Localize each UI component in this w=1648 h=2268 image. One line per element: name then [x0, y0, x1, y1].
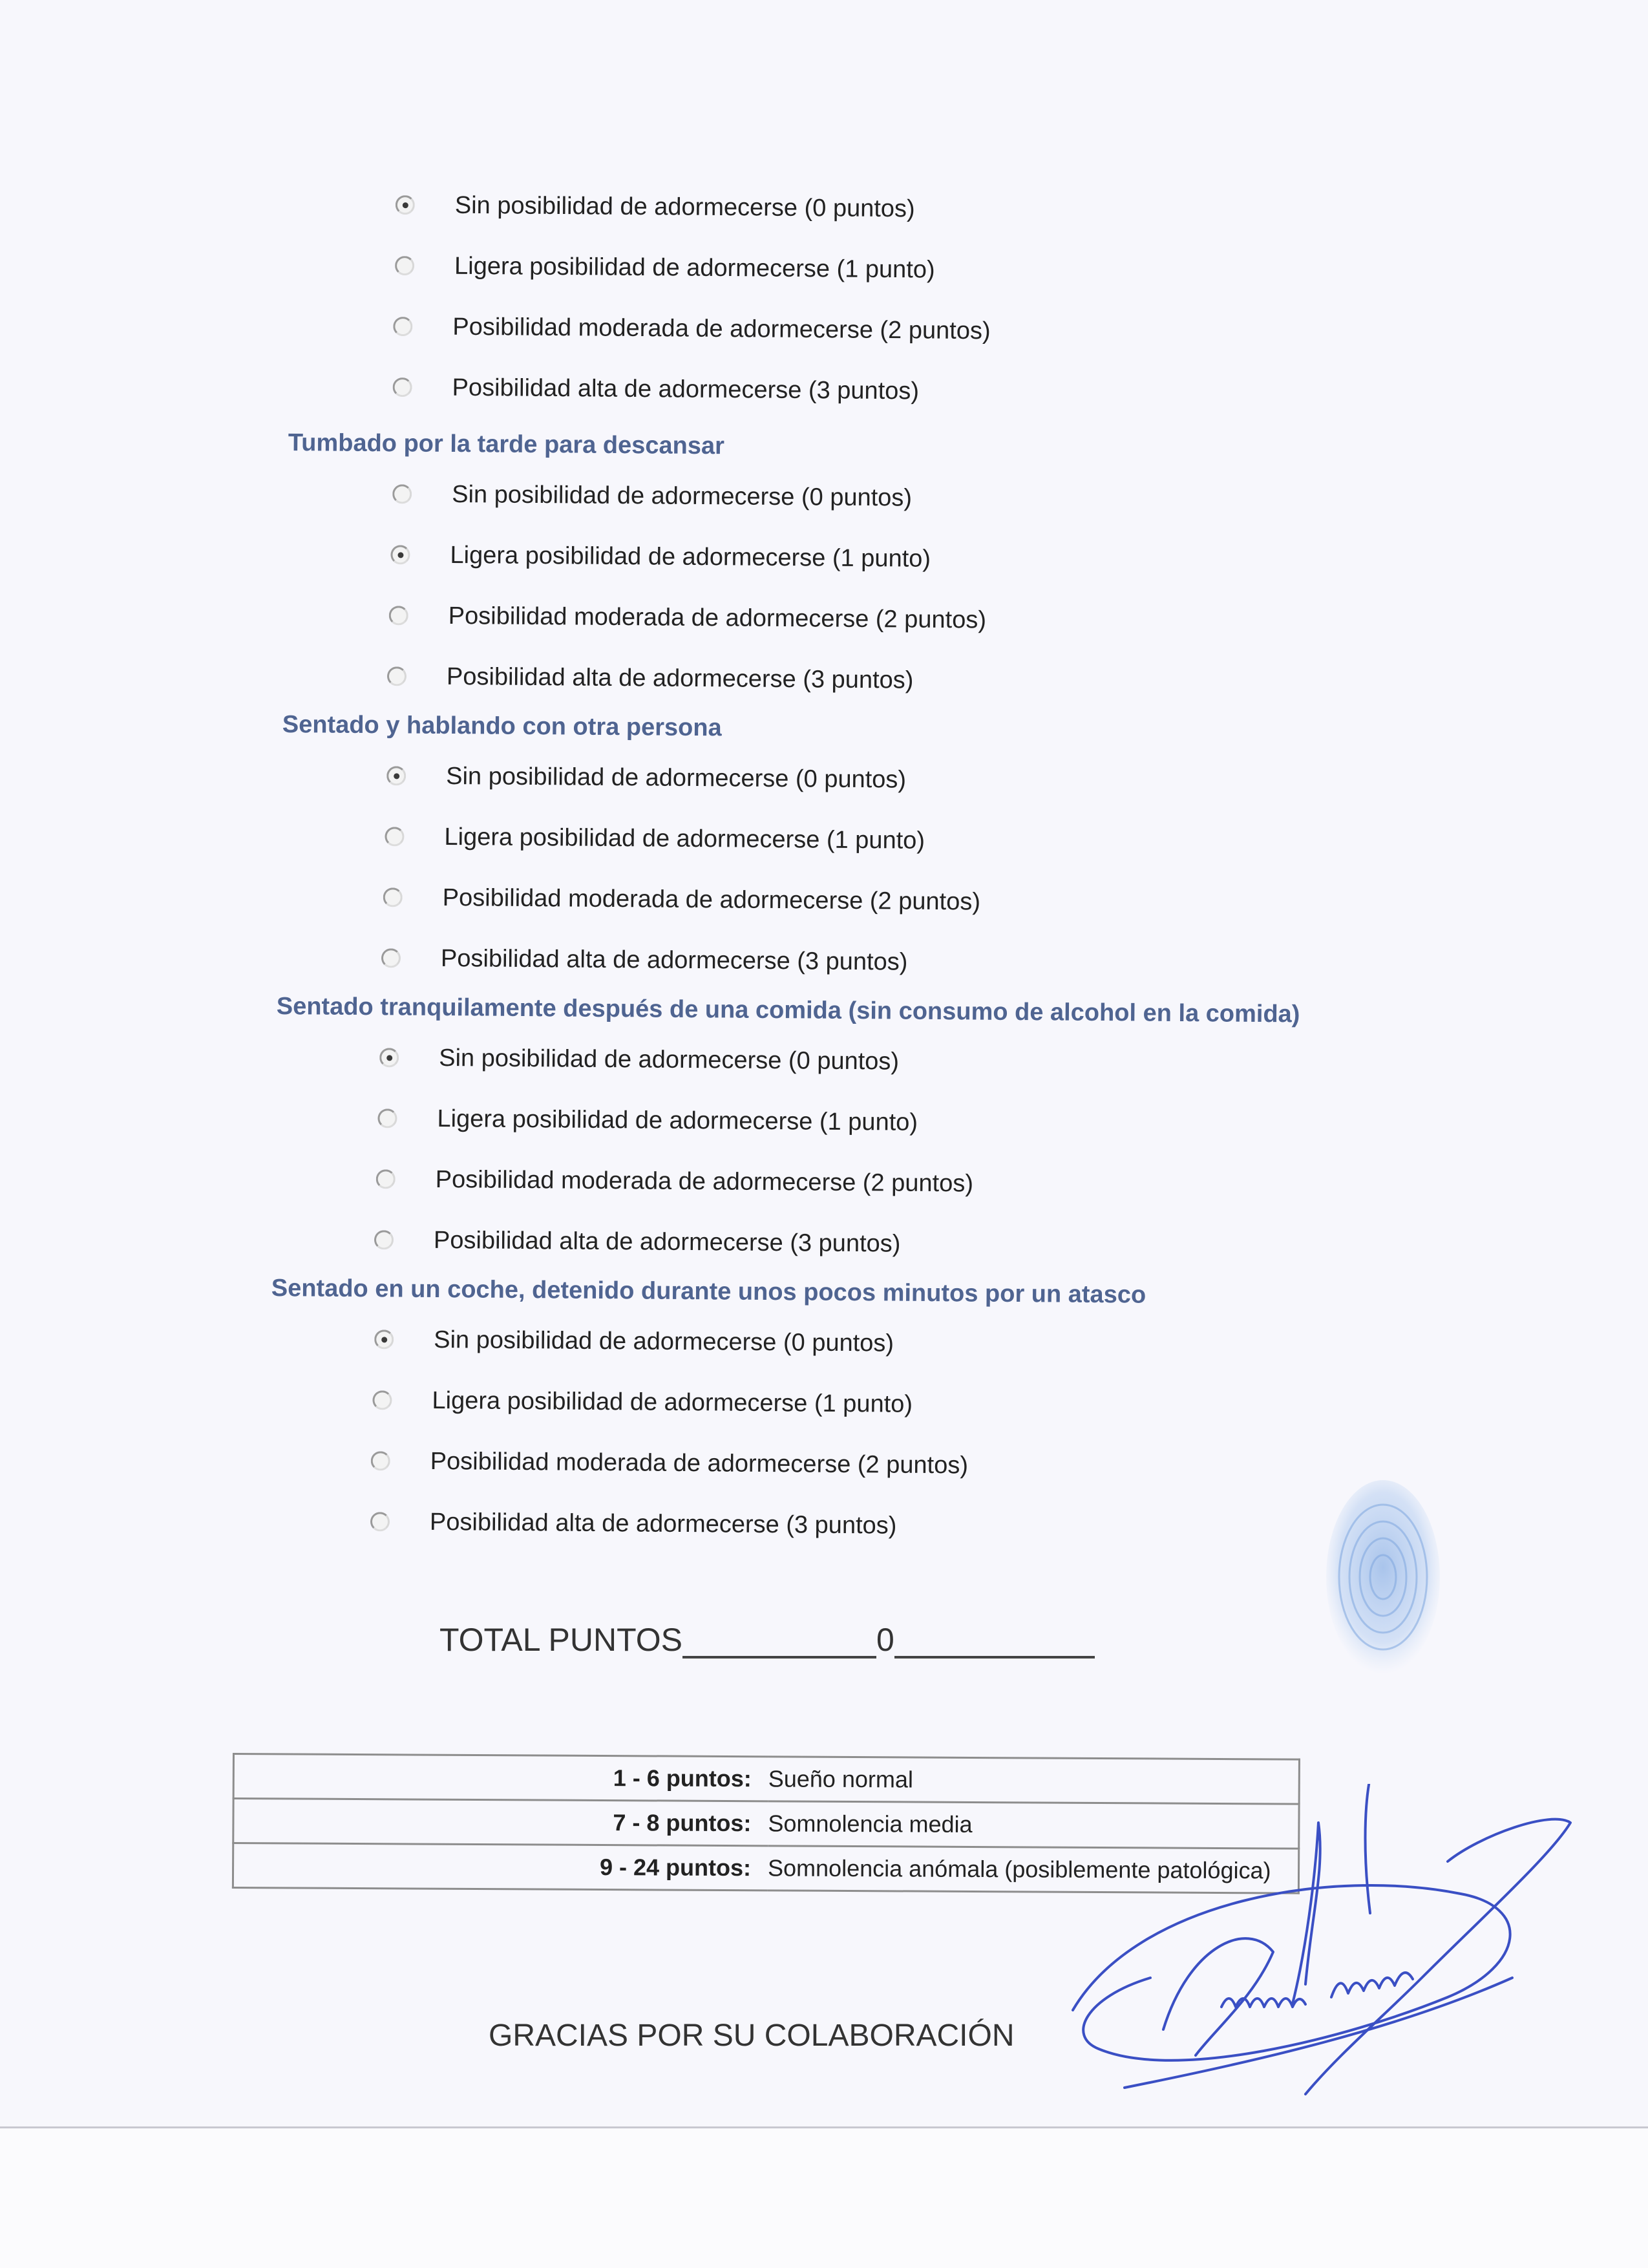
radio-button[interactable]: [379, 1048, 399, 1067]
option-label: Sin posibilidad de adormecerse (0 puntos): [446, 762, 907, 794]
radio-button[interactable]: [387, 666, 407, 686]
section-heading: Sentado y hablando con otra persona: [282, 711, 722, 742]
question-section-4: [276, 993, 1375, 1258]
section-heading: Tumbado por la tarde para descansar: [288, 429, 725, 460]
total-points: [439, 1621, 1095, 1659]
radio-button[interactable]: [389, 606, 408, 625]
question-section-1: [396, 191, 1494, 405]
option-label: Ligera posibilidad de adormecerse (1 punto): [450, 541, 931, 573]
radio-button[interactable]: [392, 484, 412, 503]
radio-button[interactable]: [396, 195, 415, 215]
radio-button[interactable]: [371, 1451, 390, 1470]
radio-button[interactable]: [386, 766, 406, 785]
radio-button[interactable]: [377, 1108, 397, 1128]
option-label: Posibilidad alta de adormecerse (3 puntos): [452, 374, 920, 405]
question-section-5: [271, 1275, 1370, 1540]
radio-button[interactable]: [374, 1330, 394, 1349]
option-label: Posibilidad alta de adormecerse (3 puntos): [440, 944, 908, 976]
question-section-3: [282, 711, 1381, 976]
legend-range: 9 - 24 puntos:: [233, 1843, 768, 1891]
total-label: TOTAL PUNTOS: [439, 1622, 683, 1658]
radio-button[interactable]: [395, 256, 414, 275]
legend-range: 7 - 8 puntos:: [233, 1799, 768, 1846]
section-heading: Sentado tranquilamente después de una comida (sin consumo de alcohol en la comida): [276, 993, 1300, 1028]
scan-margin: [0, 2128, 1648, 2268]
total-line-right: [894, 1624, 1095, 1659]
legend-description: Sueño normal: [768, 1757, 1300, 1804]
radio-button[interactable]: [385, 827, 404, 846]
option-label: Posibilidad moderada de adormecerse (2 puntos): [442, 884, 981, 916]
option-label: Sin posibilidad de adormecerse (0 puntos): [454, 191, 915, 223]
option-label: Sin posibilidad de adormecerse (0 puntos): [452, 480, 913, 512]
legend-range: 1 - 6 puntos:: [233, 1754, 768, 1801]
option-label: Posibilidad alta de adormecerse (3 puntos): [433, 1226, 901, 1258]
option-label: Ligera posibilidad de adormecerse (1 punto): [437, 1105, 918, 1136]
radio-button[interactable]: [374, 1230, 394, 1249]
option-label: Sin posibilidad de adormecerse (0 puntos): [434, 1326, 894, 1357]
radio-button[interactable]: [370, 1512, 390, 1531]
question-section-2: [288, 429, 1387, 694]
radio-button[interactable]: [390, 545, 410, 564]
option-label: Posibilidad moderada de adormecerse (2 puntos): [435, 1165, 974, 1198]
option-label: Posibilidad moderada de adormecerse (2 puntos): [430, 1447, 969, 1479]
option-label: Posibilidad alta de adormecerse (3 puntos): [429, 1508, 897, 1540]
total-value: 0: [876, 1622, 894, 1658]
option-label: Posibilidad alta de adormecerse (3 puntos): [446, 662, 914, 694]
option-label: Posibilidad moderada de adormecerse (2 puntos): [448, 602, 987, 634]
option-label: Sin posibilidad de adormecerse (0 puntos): [439, 1044, 900, 1076]
option-label: Ligera posibilidad de adormecerse (1 punto): [454, 252, 935, 284]
fingerprint-mark: [1318, 1480, 1448, 1693]
signature-mark: [1060, 1784, 1577, 2133]
option-label: Ligera posibilidad de adormecerse (1 punto): [444, 823, 925, 854]
radio-button[interactable]: [383, 887, 403, 907]
radio-button[interactable]: [372, 1390, 392, 1410]
total-line-left: [682, 1624, 876, 1659]
section-heading: Sentado en un coche, detenido durante unos pocos minutos por un atasco: [271, 1275, 1146, 1309]
radio-button[interactable]: [376, 1169, 396, 1189]
thanks-message: GRACIAS POR SU COLABORACIÓN: [489, 2019, 1015, 2053]
option-label: Posibilidad moderada de adormecerse (2 puntos): [452, 313, 991, 345]
radio-button[interactable]: [393, 377, 412, 397]
option-label: Ligera posibilidad de adormecerse (1 punto): [432, 1386, 913, 1418]
radio-button[interactable]: [381, 948, 401, 968]
radio-button[interactable]: [393, 317, 412, 336]
legend-description: Somnolencia media: [768, 1801, 1299, 1849]
legend-description: Somnolencia anómala (posiblemente patológica): [768, 1846, 1299, 1893]
